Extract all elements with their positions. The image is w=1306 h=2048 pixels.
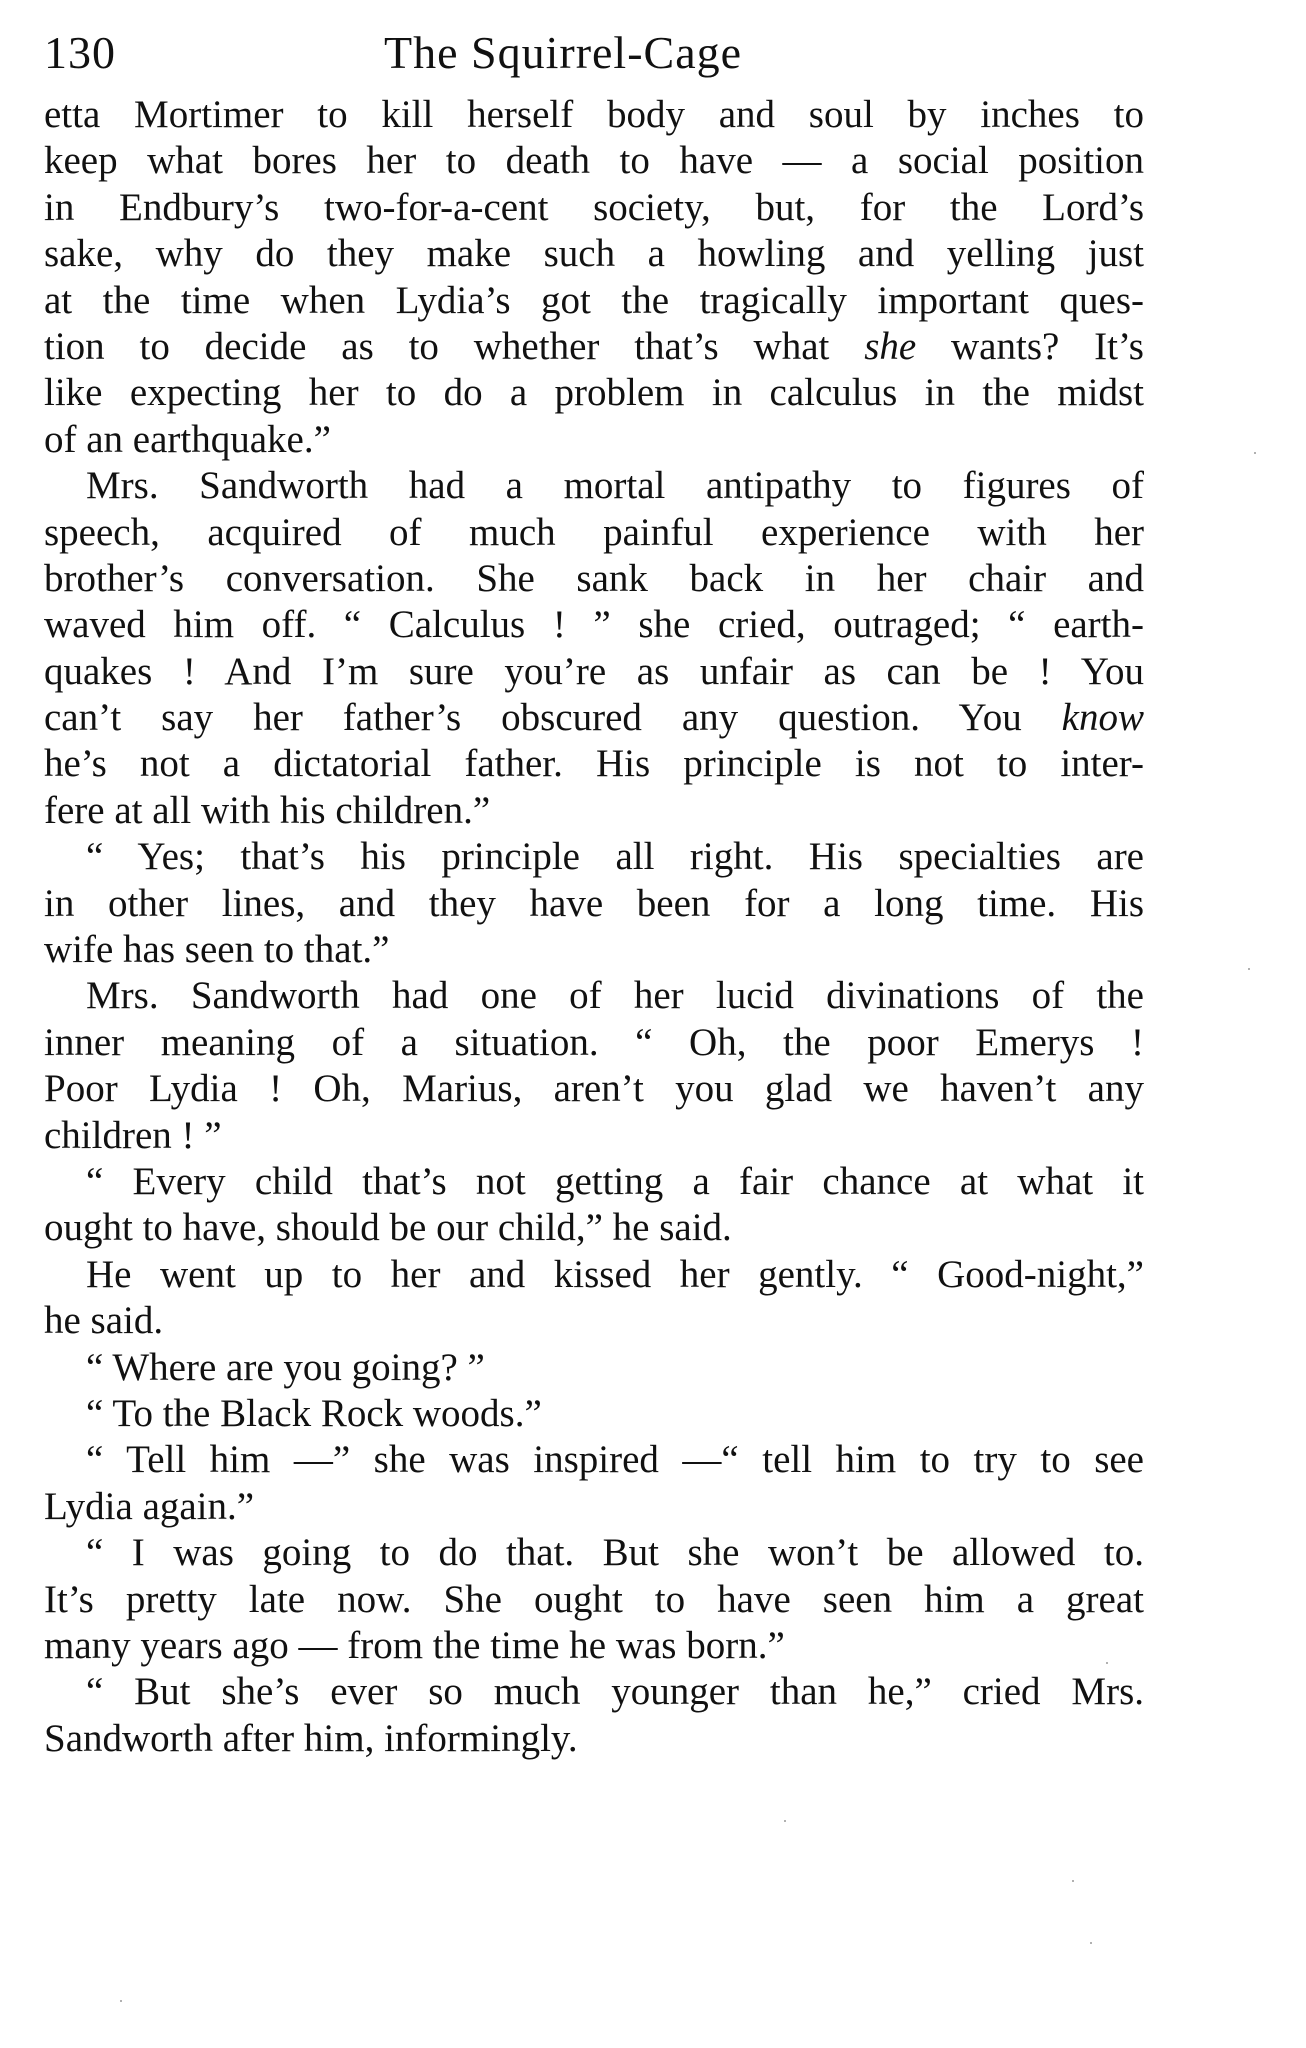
paper-speck [1254,452,1256,454]
text-line [44,324,1144,370]
italic-word: know [1061,696,1144,740]
text-line: Lydia again.” [44,1484,255,1528]
paragraph-first-line: “ To the Black Rock woods.” [86,1391,542,1435]
text-line: quakes ! And I’m sure you’re as unfair as can be ! You [44,649,1144,693]
paper-speck [1248,968,1250,970]
book-page [44,18,1144,1762]
italic-word: she [864,324,917,368]
text-line: wife has seen to that.” [44,928,390,972]
text-line: inner meaning of a situation. “ Oh, the poor Emerys ! [44,1020,1144,1064]
page-number: 130 [44,27,116,78]
paragraph-first-line: “ Where are you going? ” [86,1345,485,1389]
text-line: Poor Lydia ! Oh, Marius, aren’t you glad we haven’t any [44,1067,1144,1111]
text-line: brother’s conversation. She sank back in her chair and [44,556,1144,600]
text-line: he said. [44,1299,164,1343]
text-line [44,695,1144,741]
paragraph-first-line: He went up to her and kissed her gently. “ Good-night,” [86,1252,1144,1296]
text-segment: wants? It’s [916,324,1144,368]
text-line: children ! ” [44,1113,222,1157]
text-line: etta Mortimer to kill herself body and soul by inches to [44,93,1144,136]
body-text [44,92,1144,1762]
paragraph-first-line: “ But she’s ever so much younger than he,” cried Mrs. [86,1670,1144,1714]
text-line: waved him off. “ Calculus ! ” she cried, outraged; “ earth- [44,603,1144,647]
paper-speck [1090,1942,1092,1944]
text-line: many years ago — from the time he was born.” [44,1623,785,1667]
text-line: in other lines, and they have been for a long time. His [44,881,1144,925]
paper-speck [1106,1662,1108,1664]
paragraph-first-line: “ Every child that’s not getting a fair chance at what it [86,1159,1144,1203]
paragraph-first-line: Mrs. Sandworth had a mortal antipathy to figures of [86,464,1144,508]
page-header [44,18,1144,88]
paragraph-first-line: “ Tell him —” she was inspired —“ tell him to try to see [86,1438,1144,1482]
text-line: of an earthquake.” [44,417,331,461]
paragraph-first-line: Mrs. Sandworth had one of her lucid divinations of the [86,974,1144,1018]
running-title: The Squirrel-Cage [384,27,743,78]
text-line: Sandworth after him, informingly. [44,1716,578,1760]
paper-speck [784,1820,786,1822]
text-line: fere at all with his children.” [44,788,491,832]
paragraph-first-line: “ Yes; that’s his principle all right. His specialties are [86,835,1144,879]
text-line: It’s pretty late now. She ought to have seen him a great [44,1577,1144,1621]
paper-speck [1072,1880,1074,1882]
paragraph-first-line: “ I was going to do that. But she won’t be allowed to. [86,1531,1144,1575]
text-line: ought to have, should be our child,” he said. [44,1206,732,1250]
text-line: in Endbury’s two-for-a-cent society, but, for the Lord’s [44,185,1144,229]
text-line: at the time when Lydia’s got the tragically important ques- [44,278,1144,322]
text-line: keep what bores her to death to have — a social position [44,139,1144,183]
text-line: speech, acquired of much painful experience with her [44,510,1144,554]
text-segment: tion to decide as to whether that’s what [44,324,865,368]
text-line: he’s not a dictatorial father. His principle is not to inter- [44,742,1144,786]
text-line: like expecting her to do a problem in calculus in the midst [44,371,1144,415]
text-segment: can’t say her father’s obscured any question. You [44,696,1062,740]
paper-speck [120,2000,122,2002]
text-line: sake, why do they make such a howling and yelling just [44,232,1144,276]
